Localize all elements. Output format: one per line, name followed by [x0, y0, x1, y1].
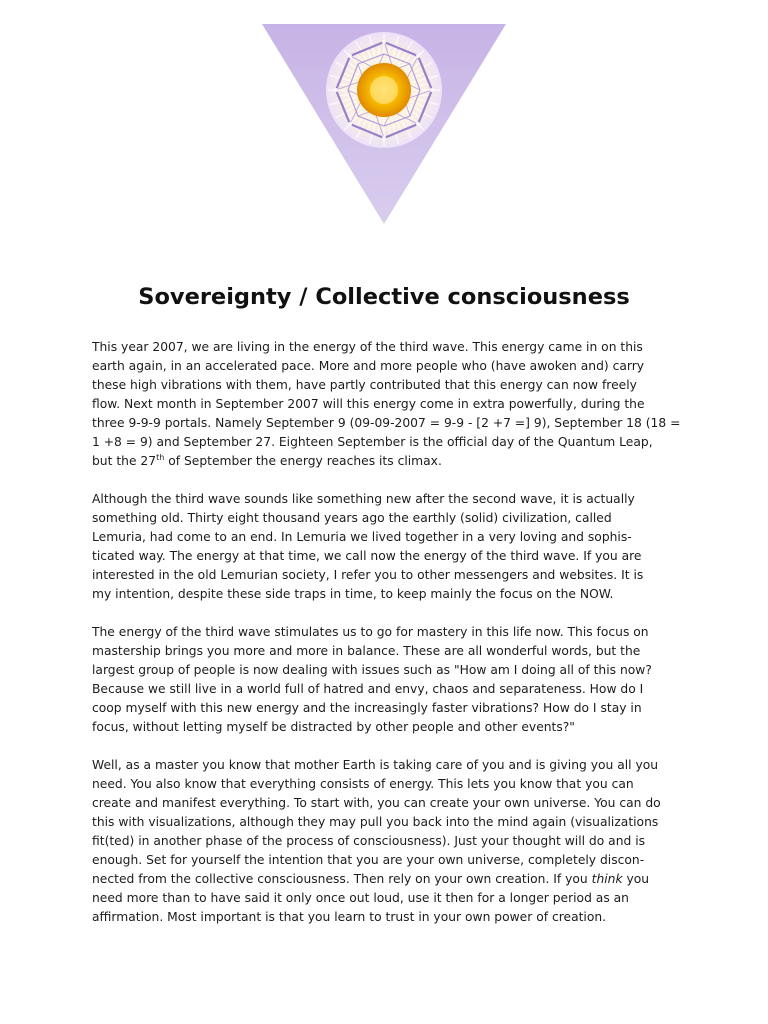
- text-line: largest group of people is now dealing with issues such as "How am I doing all of this now?: [92, 663, 652, 677]
- text-fragment: nected from the collective consciousness. Then rely on your own creation. If you: [92, 872, 588, 886]
- article-body: [92, 338, 682, 946]
- paragraph-4: [92, 756, 682, 927]
- text-line: Because we still live in a world full of hatred and envy, chaos and separateness. How do I: [92, 682, 644, 696]
- text-line: need more than to have said it only once out loud, use it then for a longer period as an: [92, 891, 629, 905]
- paragraph-2: [92, 490, 682, 604]
- text-line: these high vibrations with them, have partly contributed that this energy can now freely: [92, 378, 637, 392]
- text-line: interested in the old Lemurian society, I refer you to other messengers and websites. It is: [92, 568, 644, 582]
- text-line: The energy of the third wave stimulates us to go for mastery in this life now. This focus on: [92, 625, 649, 639]
- emphasis-word: think: [591, 872, 623, 886]
- paragraph-3: [92, 623, 682, 737]
- text-line: Well, as a master you know that mother Earth is taking care of you and is giving you all you: [92, 758, 659, 772]
- text-line: this with visualizations, although they may pull you back into the mind again (visualizations: [92, 815, 659, 829]
- text-line: my intention, despite these side traps in time, to keep mainly the focus on the NOW.: [92, 587, 614, 601]
- text-line: Although the third wave sounds like something new after the second wave, it is actually: [92, 492, 635, 506]
- sun-crystal-logo: [262, 24, 506, 224]
- text-line: earth again, in an accelerated pace. More and more people who (have awoken and) carry: [92, 359, 645, 373]
- text-line: something old. Thirty eight thousand years ago the earthly (solid) civilization, called: [92, 511, 612, 525]
- text-line: three 9-9-9 portals. Namely September 9 (09-09-2007 = 9-9 - [2 +7 =] 9), September 18 (18 =: [92, 416, 681, 430]
- ordinal-suffix: th: [156, 453, 165, 462]
- text-line: ticated way. The energy at that time, we call now the energy of the third wave. If you are: [92, 549, 642, 563]
- text-line: flow. Next month in September 2007 will this energy come in extra powerfully, during the: [92, 397, 645, 411]
- text-line: This year 2007, we are living in the energy of the third wave. This energy came in on this: [92, 340, 643, 354]
- text-line: fit(ted) in another phase of the process of consciousness). Just your thought will do and is: [92, 834, 646, 848]
- text-line: enough. Set for yourself the intention that you are your own universe, completely discon-: [92, 853, 645, 867]
- paragraph-1: [92, 338, 682, 471]
- text-line: focus, without letting myself be distracted by other people and other events?": [92, 720, 575, 734]
- text-line: create and manifest everything. To start with, you can create your own universe. You can do: [92, 796, 661, 810]
- text-line: need. You also know that everything consists of energy. This lets you know that you can: [92, 777, 634, 791]
- text-line: coop myself with this new energy and the increasingly faster vibrations? How do I stay in: [92, 701, 642, 715]
- text-fragment: you: [622, 872, 650, 886]
- text-line: [92, 452, 682, 471]
- text-line: Lemuria, had come to an end. In Lemuria we lived together in a very loving and sophis-: [92, 530, 632, 544]
- text-line: [92, 870, 682, 889]
- page-title: Sovereignty / Collective consciousness: [138, 284, 630, 310]
- text-line: affirmation. Most important is that you learn to trust in your own power of creation.: [92, 910, 607, 924]
- text-line: mastership brings you more and more in balance. These are all wonderful words, but the: [92, 644, 641, 658]
- text-fragment: of September the energy reaches its climax.: [164, 454, 442, 468]
- text-fragment: but the 27: [92, 454, 157, 468]
- text-line: 1 +8 = 9) and September 27. Eighteen September is the official day of the Quantum Leap,: [92, 435, 653, 449]
